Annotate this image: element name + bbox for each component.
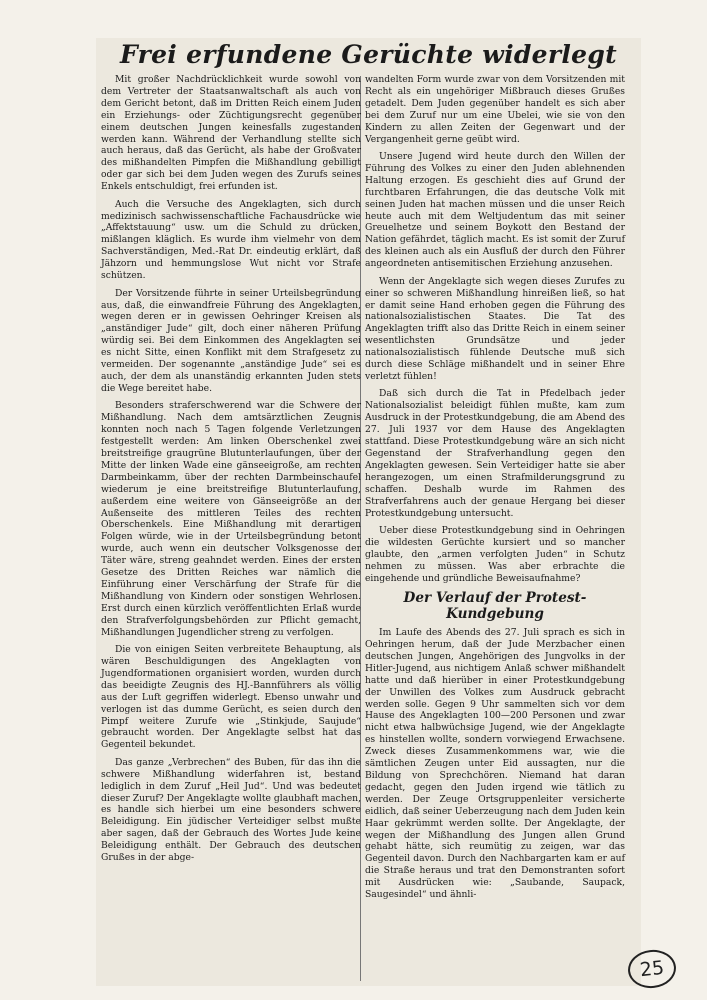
paragraph: Ueber diese Protestkundgebung sind in Oehringen die wildesten Gerüchte kursiert und so mancher glaubte, den „armen verfolgten Juden“ in Schutz nehmen zu müssen. Was aber erbrachte die eingehende und gründliche Beweisaufnahme? [365, 525, 625, 584]
paragraph: Wenn der Angeklagte sich wegen dieses Zurufes zu einer so schweren Mißhandlung hinreißen ließ, so hat er damit seine Hand erhoben gegen die Führung des nationalsozialistischen Staates. Die Tat des Angeklagten trifft also das Dritte Reich in einem seiner wesentlichsten Grundsätze und jeder nationalsozialistisch fühlende Deutsche muß sich durch diese Schläge mißhandelt und in seiner Ehre verletzt fühlen! [365, 275, 625, 382]
paragraph: Mit großer Nachdrücklichkeit wurde sowohl von dem Vertreter der Staatsanwaltschaft als auch von dem Gericht betont, daß im Dritten Reich einem Juden ein Erziehungs- oder Züchtigungsrecht gegenüber einem deutschen Jungen keinesfalls zugestanden werden kann. Während der Verhandlung stellte sich auch heraus, daß das Gerücht, als habe der Großvater des mißhandelten Pimpfen die Mißhandlung gebilligt oder gar sich bei dem Juden wegen des Zurufs seines Enkels entschuldigt, frei erfunden ist. [101, 74, 361, 193]
paragraph: wandelten Form wurde zwar von dem Vorsitzenden mit Recht als ein ungehöriger Mißbrauch dieses Grußes getadelt. Dem Juden gegenüber handelt es sich aber bei dem Zuruf nur um eine Ubelei, wie sie von den Kindern zu allen Zeiten der Gegenwart und der Vergangenheit gerne geübt wird. [365, 74, 625, 145]
paragraph: Auch die Versuche des Angeklagten, sich durch medizinisch sachwissenschaftliche Fachausdrücke wie „Affektstauung“ usw. um die Schuld zu drücken, mißlangen kläglich. Es wurde ihm vielmehr von dem Sachverständigen, Med.-Rat Dr. eindeutig erklärt, daß Jähzorn und hemmungslose Wut nicht vor Strafe schützen. [101, 198, 361, 282]
left-column [101, 74, 361, 870]
page-number-circled: 25 [626, 948, 678, 991]
article-headline: Frei erfundene Gerüchte widerlegt [119, 40, 617, 69]
paragraph: Besonders straferschwerend war die Schwere der Mißhandlung. Nach dem amtsärztlichen Zeugnis konnten noch nach 5 Tagen folgende Verletzungen festgestellt werden: Am linken Oberschenkel zwei breitstreifige graugrüne Blutunterlaufungen, über der Mitte der linken Wade eine gänseeigroße, am rechten Darmbeinkamm, über der rechten Darmbeinschaufel wiederum je eine breitstreifige Blutunterlaufung, außerdem eine weitere von Gänseeigröße an der Außenseite des mittleren Teiles des rechten Oberschenkels. Eine Mißhandlung mit derartigen Folgen würde, wie in der Urteilsbegründung betont wurde, auch wenn ein deutscher Volksgenosse der Täter wäre, streng geahndet werden. Eines der ersten Gesetze des Dritten Reiches war nämlich die Einführung einer Verschärfung der Strafe für die Mißhandlung von Kindern oder sonstigen Wehrlosen. Erst durch einen kürzlich veröffentlichten Erlaß wurde den Strafverfolgungsbehörden zur Pflicht gemacht, Mißhandlungen Jugendlicher streng zu verfolgen. [101, 400, 361, 638]
section-subheading: Der Verlauf der Protest-Kundgebung [403, 590, 587, 623]
paragraph: Das ganze „Verbrechen“ des Buben, für das ihn die schwere Mißhandlung widerfahren ist, bestand lediglich in dem Zuruf „Heil Jud“. Und was bedeutet dieser Zuruf? Der Angeklagte wollte glaubhaft machen, es handle sich hierbei um eine besonders schwere Beleidigung. Ein jüdischer Verteidiger selbst mußte aber sagen, daß der Gebrauch des Wortes Jude keine Beleidigung enthält. Der Gebrauch des deutschen Grußes in der abge- [101, 756, 361, 864]
right-column [365, 74, 625, 907]
paragraph: Der Vorsitzende führte in seiner Urteilsbegründung aus, daß, die einwandfreie Führung des Angeklagten, wegen deren er in gewissen Oehringer Kreisen als „anständiger Jude“ gilt, doch einer näheren Prüfung würdig sei. Bei dem Einkommen des Angeklagten sei es nicht Sitte, einen Konflikt mit dem Strafgesetz zu vermeiden. Der sogenannte „anständige Jude“ sei es auch, der dem als unanständig erkannten Juden stets die Wege bereitet habe. [101, 287, 361, 394]
paragraph: Im Laufe des Abends des 27. Juli sprach es sich in Oehringen herum, daß der Jude Merzbacher einen deutschen Jungen, Angehörigen des Jungvolks in der Hitler-Jugend, aus nichtigem Anlaß schwer mißhandelt hatte und daß hierüber in einer Protestkundgebung der Unwillen des Volkes zum Ausdruck gebracht werden solle. Gegen 9 Uhr sammelten sich vor dem Hause des Angeklagten 100—200 Personen und zwar nicht etwa halbwüchsige Jugend, wie der Angeklagte es hinstellen wollte, sondern vorwiegend Erwachsene. Zweck dieses Zusammenkommens war, wie die sämtlichen Zeugen unter Eid aussagten, nur die Bildung von Sprechchören. Niemand hat daran gedacht, gegen den Juden irgend wie tätlich zu werden. Der Zeuge Ortsgruppenleiter versicherte eidlich, daß seiner Ueberzeugung nach dem Juden kein Haar gekrümmt werden sollte. Der Angeklagte, der wegen der Mißhandlung des Jungen allen Grund gehabt hätte, sich reumütig zu zeigen, war das Gegenteil davon. Durch den Nachbargarten kam er auf die Straße heraus und trat den Demonstranten sofort mit Ausdrücken wie: „Saubande, Saupack, Saugesindel“ und ähnli- [365, 627, 625, 901]
paragraph: Daß sich durch die Tat in Pfedelbach jeder Nationalsozialist beleidigt fühlen mußte, kam zum Ausdruck in der Protestkundgebung, die am Abend des 27. Juli 1937 vor dem Hause des Angeklagten stattfand. Diese Protestkundgebung wäre an sich nicht Gegenstand der Strafverhandlung gegen den Angeklagten gewesen. Sein Verteidiger hatte sie aber herangezogen, um einen Strafmilderungsgrund zu schaffen. Deshalb wurde im Rahmen des Strafverfahrens auch der genaue Hergang bei dieser Protestkundgebung untersucht. [365, 388, 625, 519]
paragraph: Unsere Jugend wird heute durch den Willen der Führung des Volkes zu einer den Juden ablehnenden Haltung erzogen. Es geschieht dies auf Grund der furchtbaren Erfahrungen, die das deutsche Volk mit seinen Juden hat machen müssen und die unser Reich heute auch mit dem Weltjudentum das mit seiner Greuelhetze und seinem Boykott den Bestand der Nation gefährdet, täglich macht. Es ist somit der Zuruf des kleinen auch als ein Ausfluß der durch den Führer angeordneten antisemitischen Erziehung anzusehen. [365, 151, 625, 270]
paragraph: Die von einigen Seiten verbreitete Behauptung, als wären Beschuldigungen des Angeklagten von Jugendformationen organisiert worden, wurden durch das beeidigte Zeugnis des HJ.-Bannführers als völlig aus der Luft gegriffen widerlegt. Ebenso unwahr und verlogen ist das dumme Gerücht, es seien durch den Pimpf weitere Zurufe wie „Stinkjude, Saujude“ gebraucht worden. Der Angeklagte selbst hat das Gegenteil bekundet. [101, 644, 361, 751]
